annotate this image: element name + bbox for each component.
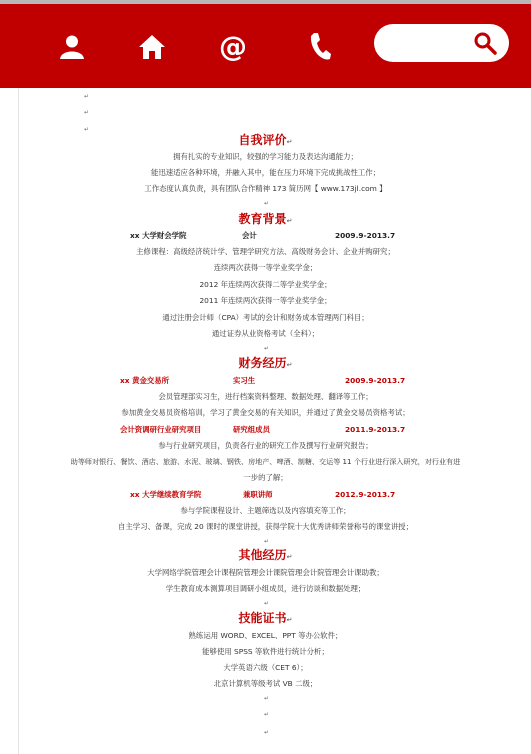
other-line: 大学网络学院管理会计课程院管理会计课院管理会计院管理会计课助教；	[147, 568, 384, 577]
para-mark: ↵	[264, 345, 270, 352]
section-title-skills: 技能证书↵	[238, 611, 293, 625]
para-mark: ↵	[264, 200, 270, 207]
skill-line: 北京计算机等级考试 VB 二级；	[213, 679, 318, 688]
edu-major: 会计	[242, 231, 257, 240]
home-icon[interactable]	[135, 30, 169, 64]
resume-body	[0, 88, 531, 754]
job-line: 自主学习、备课，完成 20 课时的课堂讲授，获得学院十大优秀讲师荣誉称号的课堂讲授；	[118, 522, 413, 531]
skill-line: 能够使用 SPSS 等软件进行统计分析；	[202, 647, 329, 656]
at-icon[interactable]	[216, 30, 250, 64]
edu-line: 主修课程：高级经济统计学、管理学研究方法、高级财务会计、企业并购研究；	[136, 247, 395, 256]
search-icon[interactable]	[473, 31, 497, 55]
job-period: 2009.9-2013.7	[345, 376, 406, 385]
job-line: 会员管理部实习生，进行档案资料整理、数据处理、翻译等工作；	[158, 392, 373, 401]
job-period: 2012.9-2013.7	[335, 490, 396, 499]
job-line: 参与行业研究项目，负责各行业的研究工作及撰写行业研究报告；	[158, 441, 373, 450]
para-mark: ↵	[264, 695, 270, 702]
edu-line: 2011 年连续两次获得一等学业奖学金；	[199, 296, 332, 305]
edu-school: xx 大学财会学院	[130, 231, 187, 240]
edu-line: 通过证券从业资格考试（全科）；	[211, 329, 320, 338]
job-role: 实习生	[233, 376, 256, 385]
at-symbol: @	[219, 30, 247, 63]
section-title-self-eval: 自我评价↵	[238, 133, 293, 147]
edu-line: 通过注册会计师（CPA）考试的会计和财务成本管理两门科目；	[162, 313, 369, 322]
section-title-finance: 财务经历↵	[238, 356, 293, 370]
phone-icon[interactable]	[303, 30, 337, 64]
search-box[interactable]	[374, 24, 509, 62]
job-line: 一步的了解；	[243, 473, 288, 482]
job-company: xx 黄金交易所	[120, 376, 170, 385]
skill-line: 大学英语六级（CET 6）；	[223, 663, 308, 672]
section-title-education: 教育背景↵	[238, 212, 293, 226]
job-line: 参与学院课程设计、主题筛选以及内容填充等工作；	[180, 506, 351, 515]
job-role: 研究组成员	[233, 425, 270, 434]
self-eval-line: 拥有扎实的专业知识，较强的学习能力及表达沟通能力；	[173, 152, 358, 161]
para-mark: ↵	[264, 729, 270, 736]
other-line: 学生教育成本测算项目调研小组成员，进行访谈和数据处理；	[165, 584, 366, 593]
job-company: xx 大学继续教育学院	[130, 490, 202, 499]
section-title-other: 其他经历↵	[238, 548, 293, 562]
header-bar	[0, 4, 531, 88]
edu-line: 连续两次获得一等学业奖学金；	[213, 263, 318, 272]
job-role: 兼职讲师	[243, 490, 273, 499]
para-mark: ↵	[84, 93, 90, 100]
job-line: 助等师对银行、餐饮、酒店、旅游、水泥、玻璃、钢铁、房地产、啤酒、制糖、交运等 11 个行业进行深入研究，对行业有进	[70, 457, 461, 466]
para-mark: ↵	[84, 109, 90, 116]
edu-line: 2012 年连续两次获得二等学业奖学金；	[199, 280, 332, 289]
skill-line: 熟练运用 WORD、EXCEL、PPT 等办公软件；	[188, 631, 343, 640]
job-line: 参加黄金交易员资格培训，学习了黄金交易的有关知识，并通过了黄金交易员资格考试；	[121, 408, 410, 417]
para-mark: ↵	[264, 538, 270, 545]
job-company: 会计资调研行业研究项目	[120, 425, 202, 434]
para-mark: ↵	[84, 126, 90, 133]
para-mark: ↵	[264, 600, 270, 607]
self-eval-line: 工作态度认真负责，具有团队合作精神 173 简历网【 www.173jl.com 】	[144, 184, 387, 193]
para-mark: ↵	[264, 711, 270, 718]
job-period: 2011.9-2013.7	[345, 425, 406, 434]
user-icon[interactable]	[55, 30, 89, 64]
edu-period: 2009.9-2013.7	[335, 231, 396, 240]
self-eval-line: 能迅速适应各种环境，并融入其中，能在压力环境下完成挑战性工作；	[150, 168, 381, 177]
